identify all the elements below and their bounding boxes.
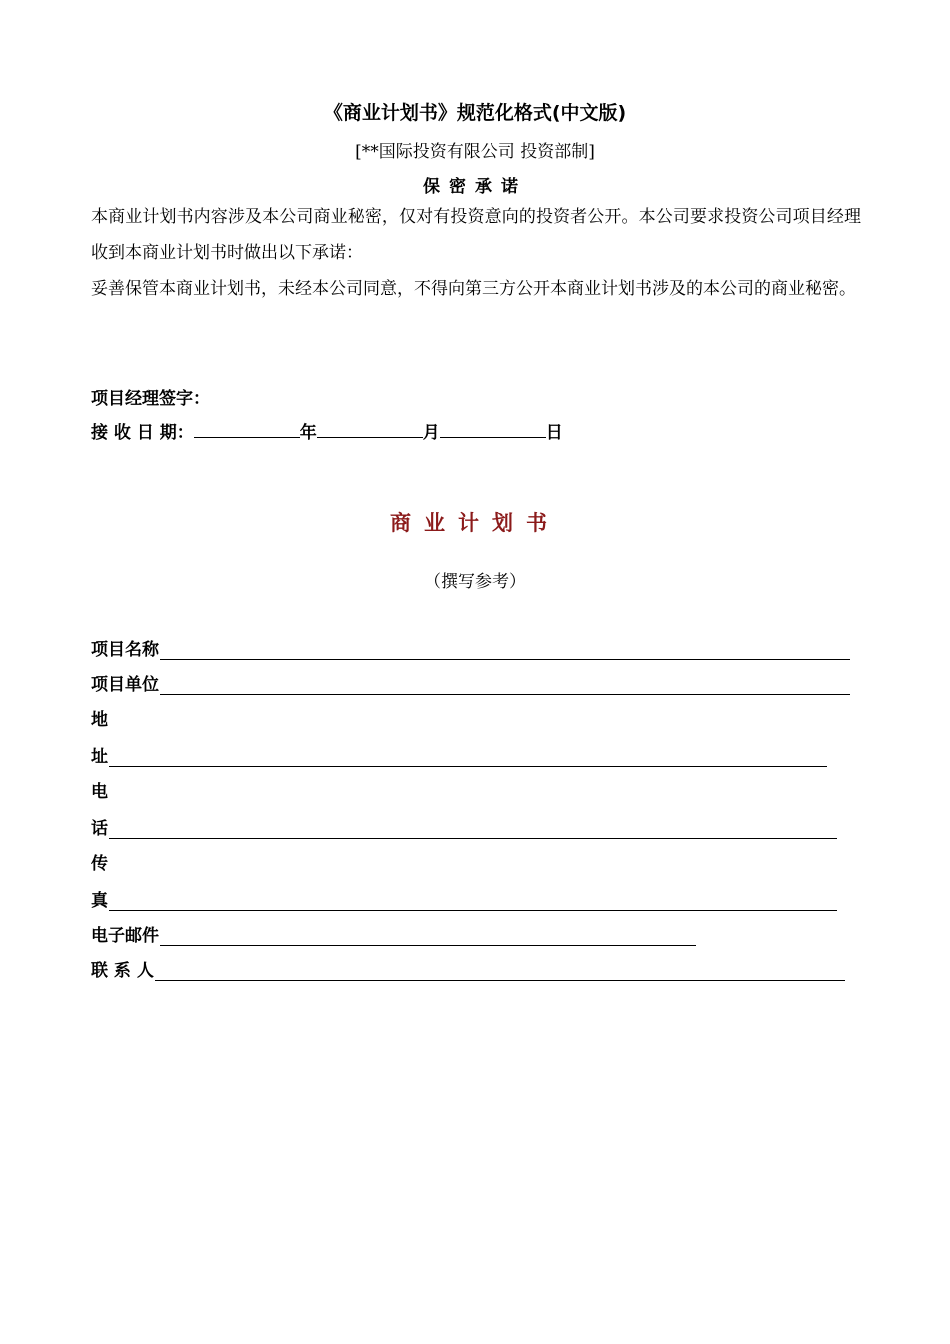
month-blank[interactable] bbox=[317, 419, 423, 438]
email-field bbox=[91, 921, 696, 946]
email-blank[interactable] bbox=[160, 925, 696, 946]
day-blank[interactable] bbox=[440, 419, 546, 438]
project-unit-blank[interactable] bbox=[160, 674, 850, 695]
receipt-date-label: 接 收 日 期： bbox=[91, 423, 194, 443]
business-plan-note: （撰写参考） bbox=[424, 572, 526, 592]
phone-label-top: 电 bbox=[91, 782, 108, 802]
project-unit-label: 项目单位 bbox=[91, 675, 159, 695]
phone-label-bottom: 话 bbox=[91, 819, 108, 839]
project-name-field bbox=[91, 635, 850, 660]
address-label-top: 地 bbox=[91, 710, 108, 730]
document-subtitle: [**国际投资有限公司 投资部制] bbox=[355, 142, 595, 162]
phone-blank[interactable] bbox=[109, 818, 837, 839]
fax-blank[interactable] bbox=[109, 890, 837, 911]
month-label: 月 bbox=[422, 423, 440, 443]
project-unit-field bbox=[91, 670, 850, 695]
fax-label-bottom: 真 bbox=[91, 891, 108, 911]
confidentiality-heading: 保密承诺 bbox=[423, 177, 527, 197]
project-name-blank[interactable] bbox=[160, 639, 850, 660]
year-label: 年 bbox=[299, 423, 317, 443]
project-name-label: 项目名称 bbox=[91, 640, 159, 660]
address-label-bottom: 址 bbox=[91, 747, 108, 767]
day-label: 日 bbox=[545, 423, 563, 443]
receipt-date-row bbox=[91, 418, 563, 443]
business-plan-title: 商业计划书 bbox=[390, 511, 560, 535]
year-blank[interactable] bbox=[194, 419, 300, 438]
manager-signature-label: 项目经理签字： bbox=[91, 389, 210, 409]
confidentiality-paragraph-2: 妥善保管本商业计划书，未经本公司同意，不得向第三方公开本商业计划书涉及的本公司的商业秘密。 bbox=[91, 279, 856, 299]
email-label: 电子邮件 bbox=[91, 926, 159, 946]
address-field bbox=[91, 742, 827, 767]
address-blank[interactable] bbox=[109, 746, 827, 767]
confidentiality-paragraph-1: 本商业计划书内容涉及本公司商业秘密，仅对有投资意向的投资者公开。本公司要求投资公司项目经理收到本商业计划书时做出以下承诺： bbox=[91, 207, 861, 263]
fax-label-top: 传 bbox=[91, 854, 108, 874]
contact-field bbox=[91, 956, 845, 981]
contact-blank[interactable] bbox=[155, 960, 845, 981]
phone-field bbox=[91, 814, 837, 839]
document-title: 《商业计划书》规范化格式(中文版) bbox=[323, 102, 627, 124]
contact-label: 联 系 人 bbox=[91, 961, 154, 981]
fax-field bbox=[91, 886, 837, 911]
